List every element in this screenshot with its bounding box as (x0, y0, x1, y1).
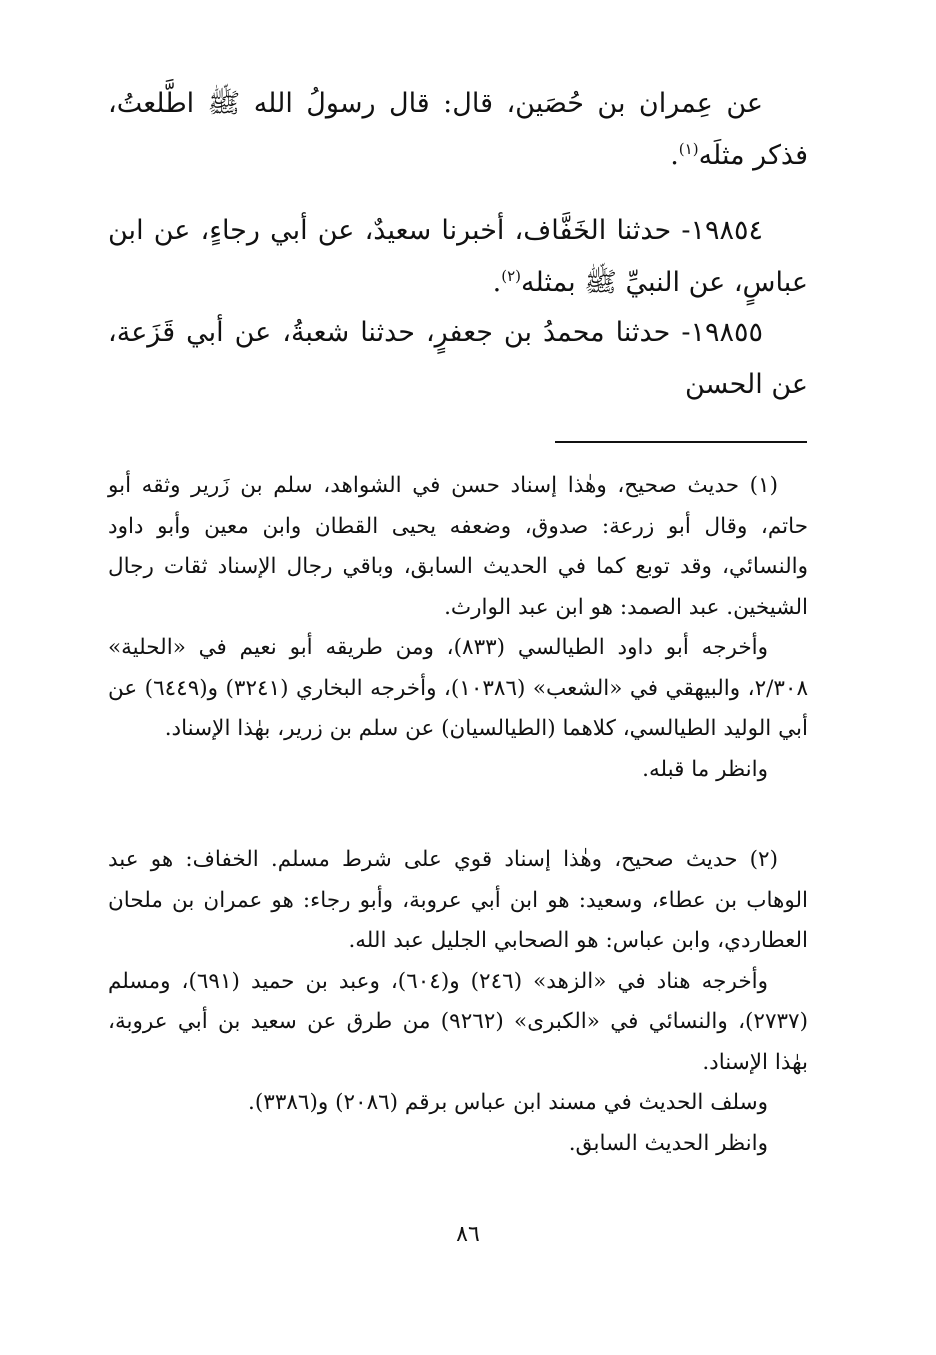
hadith-text-2: ١٩٨٥٤- حدثنا الخَفَّاف، أخبرنا سعيدٌ، عن أبي رجاءٍ، عن ابن عباسٍ، عن النبيِّ ﷺ بمثله (108, 215, 808, 298)
footnote-ref-2: (٢) (501, 267, 522, 285)
hadith-19854 (108, 205, 808, 309)
hadith-paragraph-2 (108, 205, 808, 309)
footnote-ref-1: (١) (678, 140, 699, 158)
footnote-separator (555, 441, 807, 443)
footnote-1-para-1: (١) حديث صحيح، وهٰذا إسناد حسن في الشواهد، سلم بن زَرير وثقه أبو حاتم، وقال أبو زرعة: صدوق، وضعفه يحيى القطان وابن معين وأبو داود والنسائي، وقد توبع كما في الحديث السابق، وباقي رجال الإسناد ثقات رجال الشيخين. عبد الصمد: هو ابن عبد الوارث. (108, 473, 808, 620)
footnote-2-para-3: وسلف الحديث في مسند ابن عباس برقم (٢٠٨٦) و(٣٣٨٦). (248, 1090, 768, 1115)
footnote-2 (108, 840, 808, 1164)
footnote-2-para-4: وانظر الحديث السابق. (568, 1130, 768, 1156)
footnote-1 (108, 466, 808, 790)
hadith-text-1: عن عِمران بن حُصَين، قال: قال رسولُ الله ﷺ اطَّلعتُ، فذكر مثلَه (108, 88, 808, 171)
hadith-paragraph-1 (108, 78, 808, 182)
hadith-paragraph-3: ١٩٨٥٥- حدثنا محمدُ بن جعفرٍ، حدثنا شعبةُ، عن أبي قَزَعة، عن الحسن (108, 317, 808, 400)
main-hadith-text (108, 78, 808, 182)
hadith-end-2: . (492, 267, 502, 298)
footnote-2-para-1: (٢) حديث صحيح، وهٰذا إسناد قوي على شرط مسلم. الخفاف: هو عبد الوهاب بن عطاء، وسعيد: هو ابن أبي عروبة، وأبو رجاء: هو عمران بن ملحان العطاردي، وابن عباس: هو الصحابي الجليل عبد الله. (108, 847, 808, 953)
footnote-1-para-2: وأخرجه أبو داود الطيالسي (٨٣٣)، ومن طريقه أبو نعيم في «الحلية» ٢/٣٠٨، والبيهقي في «الشعب» (١٠٣٨٦)، وأخرجه البخاري (٣٢٤١) و(٦٤٤٩) عن أبي الوليد الطيالسي، كلاهما (الطيالسيان) عن سلم بن زرير، بهٰذا الإسناد. (108, 635, 808, 741)
hadith-19855 (108, 307, 808, 411)
hadith-end-1: . (670, 140, 679, 171)
page-number: ٨٦ (456, 1222, 480, 1247)
footnote-2-para-2: وأخرجه هناد في «الزهد» (٢٤٦) و(٦٠٤)، وعبد بن حميد (٦٩١)، ومسلم (٢٧٣٧)، والنسائي في «الكبرى» (٩٢٦٢) من طرق عن سعيد بن أبي عروبة، بهٰذا الإسناد. (108, 968, 808, 1075)
footnote-1-para-3: وانظر ما قبله. (642, 756, 768, 782)
